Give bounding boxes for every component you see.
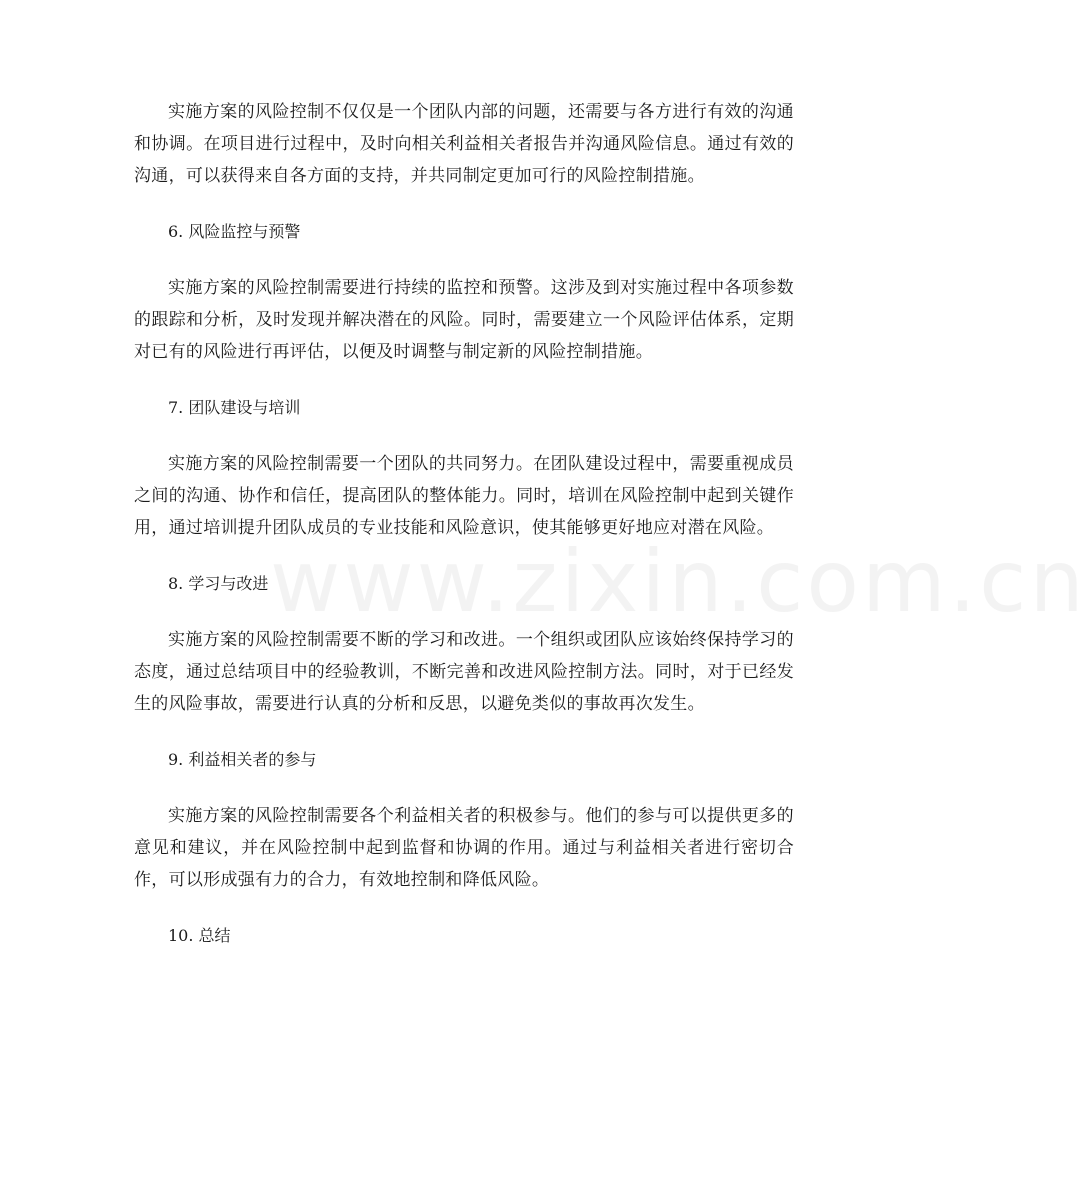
paragraph-stakeholders: 实施方案的风险控制需要各个利益相关者的积极参与。他们的参与可以提供更多的意见和建议，并在风险控制中起到监督和协调的作用。通过与利益相关者进行密切合作，可以形成强有力的合力，有效地控制和降低风险。: [134, 806, 794, 890]
watermark-text: www.zixin.com.cn: [270, 532, 1087, 632]
heading-stakeholders: 9. 利益相关者的参与: [168, 750, 317, 769]
heading-summary: 10. 总结: [168, 926, 231, 945]
heading-risk-monitoring: 6. 风险监控与预警: [168, 222, 301, 241]
paragraph-team-building: 实施方案的风险控制需要一个团队的共同努力。在团队建设过程中，需要重视成员之间的沟通、协作和信任，提高团队的整体能力。同时，培训在风险控制中起到关键作用，通过培训提升团队成员的专业技能和风险意识，使其能够更好地应对潜在风险。: [134, 454, 794, 538]
heading-learning: 8. 学习与改进: [168, 574, 269, 593]
paragraph-risk-monitoring: 实施方案的风险控制需要进行持续的监控和预警。这涉及到对实施过程中各项参数的跟踪和分析，及时发现并解决潜在的风险。同时，需要建立一个风险评估体系，定期对已有的风险进行再评估，以便及时调整与制定新的风险控制措施。: [134, 278, 794, 362]
paragraph-communication: 实施方案的风险控制不仅仅是一个团队内部的问题，还需要与各方进行有效的沟通和协调。在项目进行过程中，及时向相关利益相关者报告并沟通风险信息。通过有效的沟通，可以获得来自各方面的支持，并共同制定更加可行的风险控制措施。: [134, 102, 794, 186]
heading-team-building: 7. 团队建设与培训: [168, 398, 301, 417]
document-body: [134, 96, 794, 976]
paragraph-learning: 实施方案的风险控制需要不断的学习和改进。一个组织或团队应该始终保持学习的态度，通过总结项目中的经验教训，不断完善和改进风险控制方法。同时，对于已经发生的风险事故，需要进行认真的分析和反思，以避免类似的事故再次发生。: [134, 630, 794, 714]
